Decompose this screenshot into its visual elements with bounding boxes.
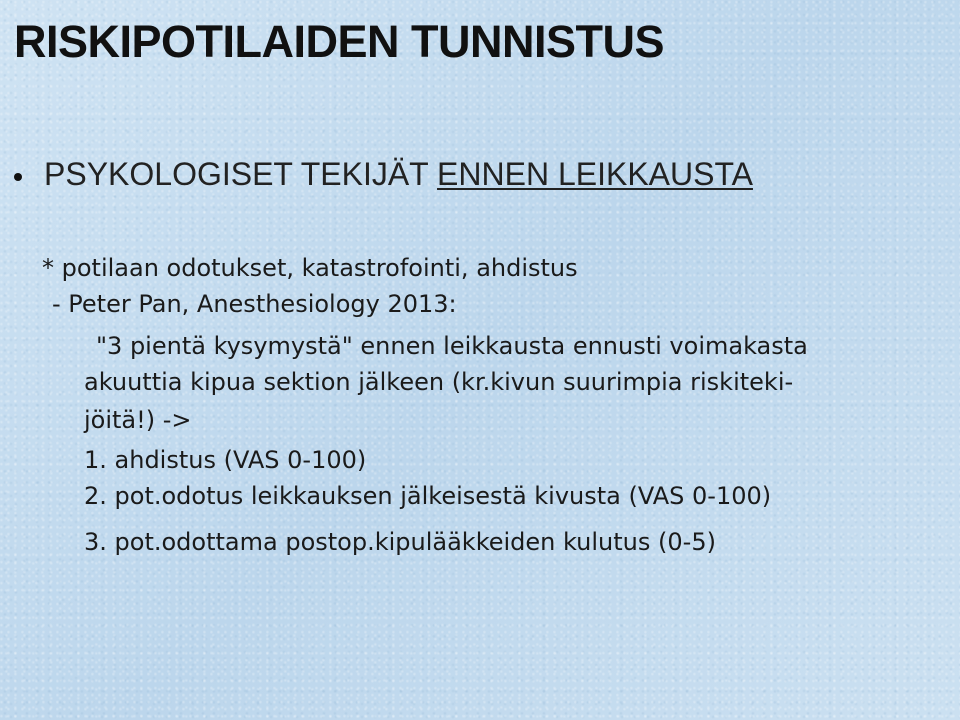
slide-title: RISKIPOTILAIDEN TUNNISTUS bbox=[14, 16, 665, 67]
bullet-heading bbox=[14, 156, 753, 193]
bullet-dot-icon bbox=[14, 173, 22, 181]
body-line-8: 3. pot.odottama postop.kipulääkkeiden kulutus (0-5) bbox=[84, 528, 716, 556]
bullet-text-underlined: ENNEN LEIKKAUSTA bbox=[437, 156, 753, 192]
body-line-1: * potilaan odotukset, katastrofointi, ahdistus bbox=[42, 254, 578, 282]
body-line-2: - Peter Pan, Anesthesiology 2013: bbox=[52, 290, 457, 318]
body-line-7: 2. pot.odotus leikkauksen jälkeisestä kivusta (VAS 0-100) bbox=[84, 482, 772, 510]
body-line-4: akuuttia kipua sektion jälkeen (kr.kivun suurimpia riskiteki- bbox=[84, 368, 794, 396]
body-line-5: jöitä!) -> bbox=[84, 406, 192, 434]
bullet-text-plain: PSYKOLOGISET TEKIJÄT bbox=[44, 156, 438, 192]
body-line-6: 1. ahdistus (VAS 0-100) bbox=[84, 446, 367, 474]
body-line-3: "3 pientä kysymystä" ennen leikkausta ennusti voimakasta bbox=[96, 332, 808, 360]
